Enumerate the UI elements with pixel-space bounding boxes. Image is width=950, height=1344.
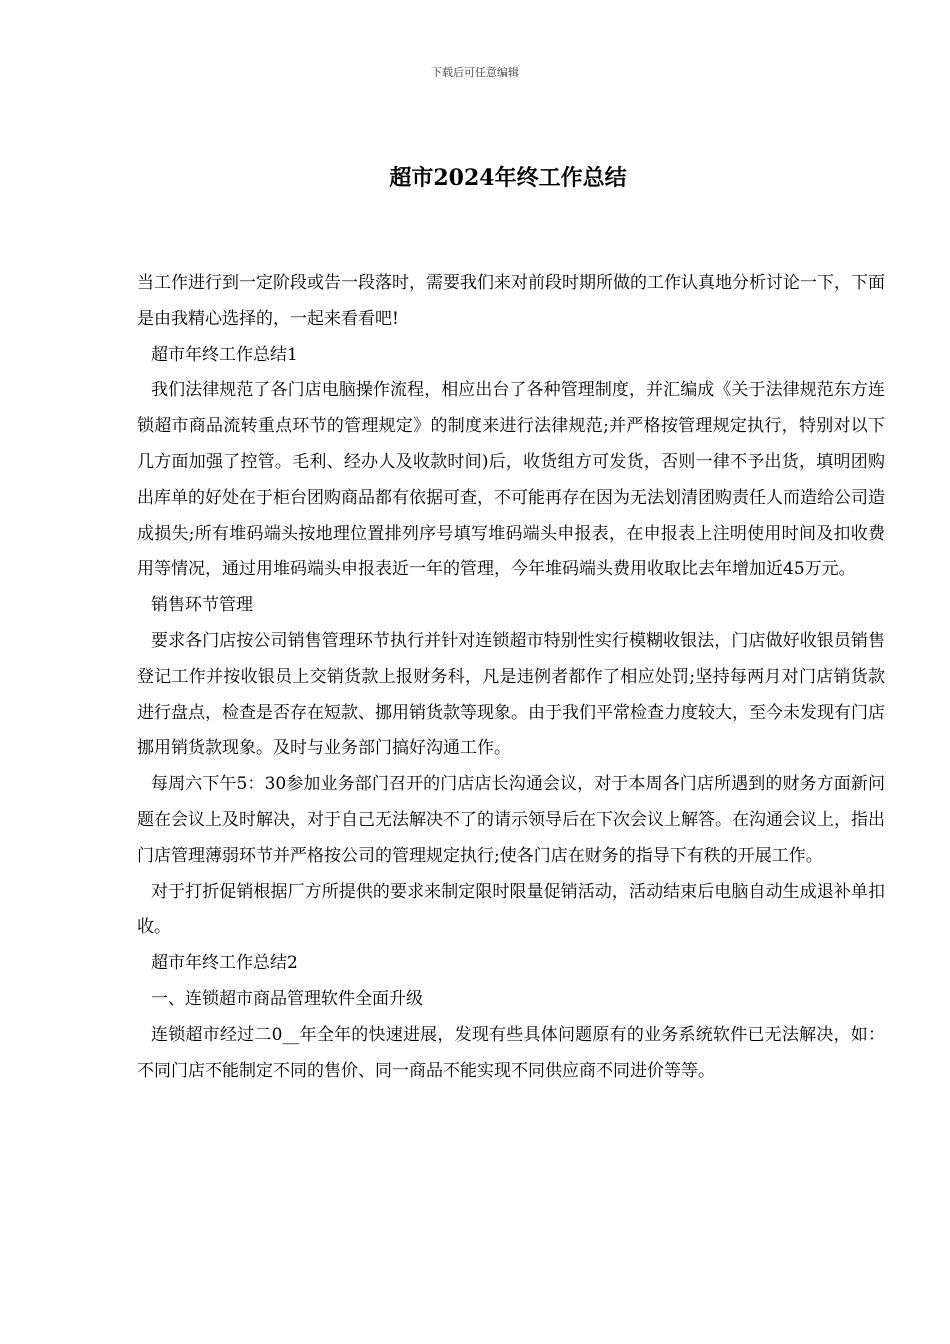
- body-paragraph: 对于打折促销根据厂方所提供的要求来制定限时限量促销活动，活动结束后电脑自动生成退补单扣收。: [137, 881, 885, 938]
- header-note: 下载后可任意编辑: [431, 66, 519, 79]
- body-paragraph: 超市年终工作总结2: [151, 953, 298, 974]
- body-paragraph: 销售环节管理: [151, 595, 253, 616]
- body-paragraph: 超市年终工作总结1: [151, 344, 298, 365]
- body-paragraph: 当工作进行到一定阶段或告一段落时，需要我们来对前段时期所做的工作认真地分析讨论一下，下面是由我精心选择的，一起来看看吧!: [137, 273, 885, 329]
- body-paragraph: 每周六下午5：30参加业务部门召开的门店店长沟通会议，对于本周各门店所遇到的财务方面新问题在会议上及时解决，对于自己无法解决不了的请示领导后在下次会议上解答。在沟通会议上，指出门店管理薄弱环节并严格按公司的管理规定执行;使各门店在财务的指导下有秩的开展工作。: [137, 774, 885, 866]
- body-paragraph: 我们法律规范了各门店电脑操作流程，相应出台了各种管理制度，并汇编成《关于法律规范东方连锁超市商品流转重点环节的管理规定》的制度来进行法律规范;并严格按管理规定执行，特别对以下几方面加强了控管。毛利、经办人及收款时间)后，收货组方可发货，否则一律不予出货，填明团购出库单的好处在于柜台团购商品都有依据可查，不可能再存在因为无法划清团购责任人而造给公司造成损失;所有堆码端头按地理位置排列序号填写堆码端头申报表，在申报表上注明使用时间及扣收费用等情况，通过用堆码端头申报表近一年的管理，今年堆码端头费用收取比去年增加近45万元。: [137, 380, 885, 580]
- document-title: 超市2024年终工作总结: [389, 165, 627, 191]
- body-paragraph: 要求各门店按公司销售管理环节执行并针对连锁超市特别性实行模糊收银法，门店做好收银员销售登记工作并按收银员上交销货款上报财务科，凡是违例者都作了相应处罚;坚持每两月对门店销货款进行盘点，检查是否存在短款、挪用销货款等现象。由于我们平常检查力度较大，至今未发现有门店挪用销货款现象。及时与业务部门搞好沟通工作。: [137, 630, 885, 759]
- document-body: [137, 266, 885, 1089]
- body-paragraph: 连锁超市经过二0__年全年的快速进展，发现有些具体问题原有的业务系统软件已无法解决，如：不同门店不能制定不同的售价、同一商品不能实现不同供应商不同进价等等。: [137, 1024, 885, 1081]
- body-paragraph: 一、连锁超市商品管理软件全面升级: [151, 988, 423, 1009]
